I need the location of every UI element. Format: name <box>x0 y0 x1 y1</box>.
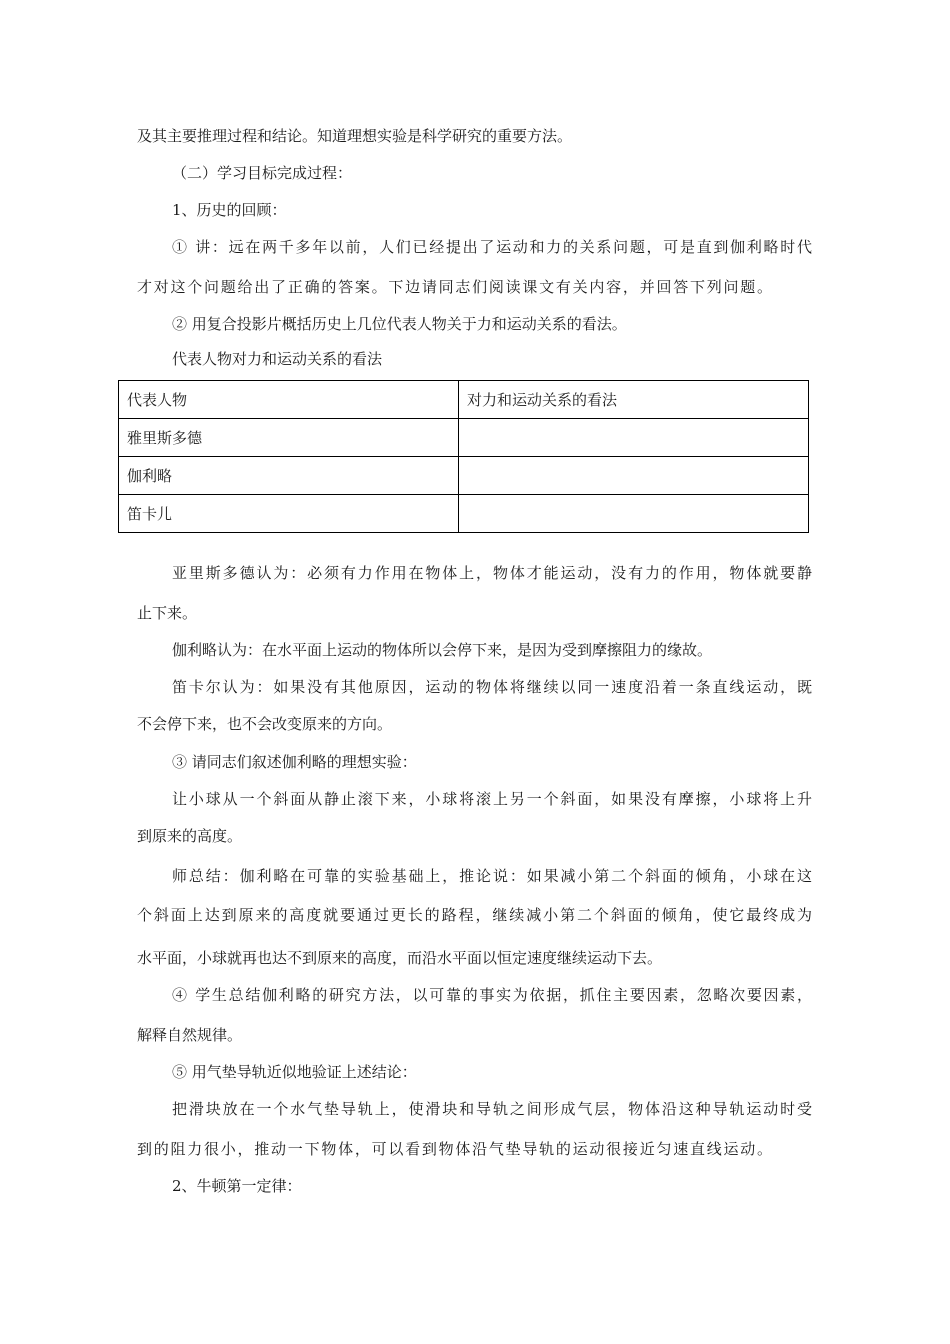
paragraph-line: ① 讲：远在两千多年以前，人们已经提出了运动和力的关系问题，可是直到伽利略时代 <box>172 238 812 256</box>
paragraph-line: 亚里斯多德认为：必须有力作用在物体上，物体才能运动，没有力的作用，物体就要静 <box>172 564 812 582</box>
paragraph-line: 把滑块放在一个水气垫导轨上，使滑块和导轨之间形成气层，物体沿这种导轨运动时受 <box>172 1100 812 1118</box>
paragraph-line: 水平面，小球就再也达不到原来的高度，而沿水平面以恒定速度继续运动下去。 <box>137 949 663 967</box>
paragraph-line: 及其主要推理过程和结论。知道理想实验是科学研究的重要方法。 <box>137 127 573 145</box>
subsection-heading: 2、牛顿第一定律： <box>172 1177 302 1195</box>
table-cell: 笛卡儿 <box>119 495 459 533</box>
table-header-cell: 对力和运动关系的看法 <box>459 381 809 419</box>
paragraph-line: 个斜面上达到原来的高度就要通过更长的路程，继续减小第二个斜面的倾角，使它最终成为 <box>137 906 812 924</box>
table-cell <box>459 495 809 533</box>
paragraph-line: 让小球从一个斜面从静止滚下来，小球将滚上另一个斜面，如果没有摩擦，小球将上升 <box>172 790 812 808</box>
table-cell <box>459 457 809 495</box>
subsection-heading: 1、历史的回顾： <box>172 201 287 219</box>
paragraph-line: 伽利略认为：在水平面上运动的物体所以会停下来，是因为受到摩擦阻力的缘故。 <box>172 641 713 659</box>
paragraph-line: 到的阻力很小，推动一下物体，可以看到物体沿气垫导轨的运动很接近匀速直线运动。 <box>137 1140 772 1158</box>
views-table <box>118 380 809 533</box>
paragraph-line: 到原来的高度。 <box>137 827 243 845</box>
table-header-row <box>119 381 809 419</box>
paragraph-line: 不会停下来，也不会改变原来的方向。 <box>137 715 393 733</box>
paragraph-line: 才对这个问题给出了正确的答案。下边请同志们阅读课文有关内容，并回答下列问题。 <box>137 278 772 296</box>
paragraph-line: ③ 请同志们叙述伽利略的理想实验： <box>172 753 417 771</box>
table-caption: 代表人物对力和运动关系的看法 <box>172 350 383 368</box>
paragraph-line: 解释自然规律。 <box>137 1026 243 1044</box>
table-row <box>119 495 809 533</box>
section-heading: （二）学习目标完成过程： <box>172 164 353 182</box>
paragraph-line: ⑤ 用气垫导轨近似地验证上述结论： <box>172 1063 417 1081</box>
paragraph-line: ④ 学生总结伽利略的研究方法，以可靠的事实为依据，抓住主要因素，忽略次要因素， <box>172 986 812 1004</box>
table-cell <box>459 419 809 457</box>
paragraph-line: ② 用复合投影片概括历史上几位代表人物关于力和运动关系的看法。 <box>172 315 627 333</box>
table-row <box>119 419 809 457</box>
table-row <box>119 457 809 495</box>
table-header-cell: 代表人物 <box>119 381 459 419</box>
paragraph-line: 师总结：伽利略在可靠的实验基础上，推论说：如果减小第二个斜面的倾角，小球在这 <box>172 867 812 885</box>
paragraph-line: 笛卡尔认为：如果没有其他原因，运动的物体将继续以同一速度沿着一条直线运动，既 <box>172 678 812 696</box>
table-cell: 伽利略 <box>119 457 459 495</box>
table-cell: 雅里斯多德 <box>119 419 459 457</box>
paragraph-line: 止下来。 <box>137 604 198 622</box>
